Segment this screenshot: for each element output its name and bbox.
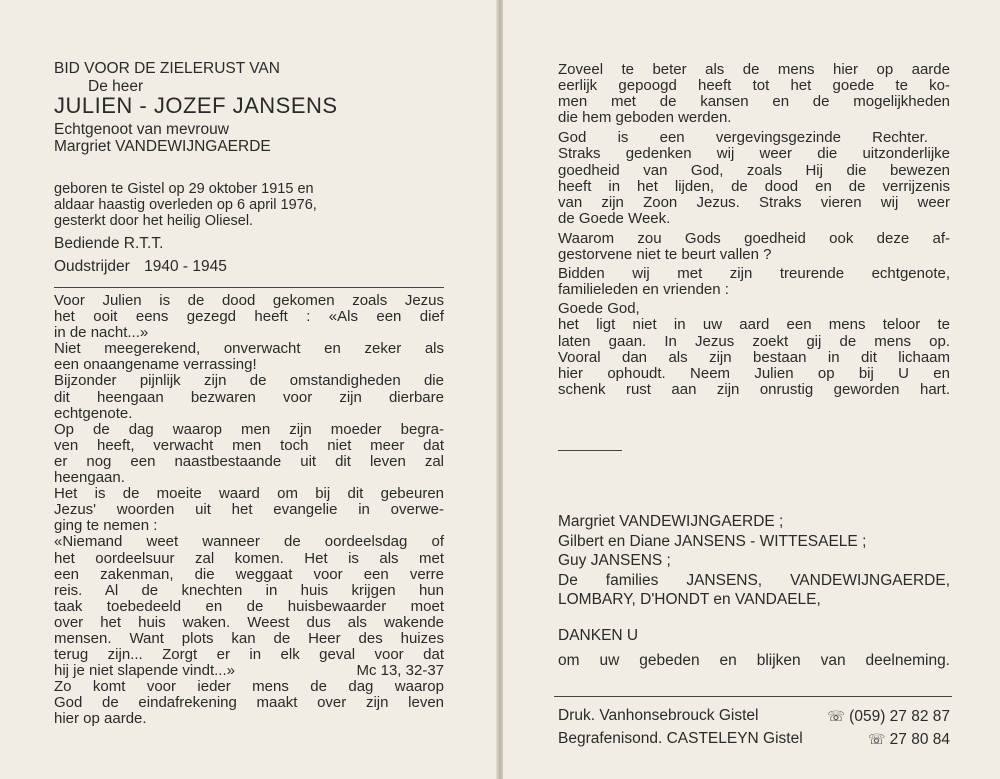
birth-death-line: aldaar haastig overleden op 6 april 1976, <box>54 197 317 213</box>
text-line: het oordeelsuur zal komen. Het is als met <box>54 549 444 567</box>
text-line: reis. Al de knechten in huis krijgen hun <box>54 581 444 599</box>
occupation: Bediende R.T.T. <box>54 235 164 252</box>
text-line: men met de kansen en de mogelijkheden <box>558 93 950 111</box>
text-line: «Niemand weet wanneer de oordeelsdag of <box>54 533 444 551</box>
veteran-years: 1940 - 1945 <box>144 257 227 275</box>
telephone-icon: ☏ <box>827 708 845 724</box>
text-line: een zakenman, die weggaat voor een verre <box>54 565 444 583</box>
text-line: van zijn Zoon Jezus. Straks vieren wij weer <box>558 193 950 211</box>
text-line: hier op aarde. <box>54 710 147 728</box>
text-line: ven heeft, verwacht men toch niet meer dat <box>54 436 444 454</box>
printer-name: Druk. Vanhonsebrouck Gistel <box>558 707 759 724</box>
deceased-name: JULIEN - JOZEF JANSENS <box>54 93 338 118</box>
text-line: laten gaan. In Jezus zoekt gij de mens op. <box>558 332 950 350</box>
text-line: Bijzonder pijnlijk zijn de omstandigheden die <box>54 372 444 390</box>
deceased-header <box>54 60 394 156</box>
family-line: Guy JANSENS ; <box>558 552 671 569</box>
veteran-label: Oudstrijder <box>54 257 130 275</box>
family-line: De families JANSENS, VANDEWIJNGAERDE, <box>558 571 950 589</box>
divider <box>54 287 444 288</box>
occupation-block <box>54 235 394 275</box>
spouse-name: Margriet VANDEWIJNGAERDE <box>54 138 271 155</box>
left-page <box>0 0 498 779</box>
text-line: ging te nemen : <box>54 517 158 535</box>
text-line: goedheid van God, zoals Hij die bewezen <box>558 161 950 179</box>
text-line: Vooral dan als zijn bestaan in dit lichaam <box>558 348 950 366</box>
right-page <box>502 0 1000 779</box>
text-line: God is een vergevingsgezinde Rechter. <box>558 129 928 147</box>
family-line: LOMBARY, D'HONDT en VANDAELE, <box>558 591 821 608</box>
text-line: Niet meegerekend, onverwacht en zeker als <box>54 340 444 358</box>
footer-divider <box>554 696 952 697</box>
short-divider <box>558 450 622 451</box>
text-line: heengaan. <box>54 469 125 487</box>
printer-phone: (059) 27 82 87 <box>849 708 950 725</box>
text-line: eerlijk gepoogd heeft tot het goede te ko- <box>558 77 950 95</box>
text-line: taak toebedeeld en de huisbewaarder moet <box>54 597 444 615</box>
thanks-block <box>558 626 950 670</box>
text-line: echtgenote. <box>54 404 133 422</box>
text-line: hij je niet slapende vindt...» <box>54 662 235 680</box>
text-line: het ligt niet in uw aard een mens teloor te <box>558 316 950 334</box>
text-line: over het huis waken. Weest dus als wakende <box>54 613 444 631</box>
text-line: terug zijn... Zorgt er in elk geval voor dat <box>54 646 444 664</box>
family-line: Gilbert en Diane JANSENS - WITTESAELE ; <box>558 532 867 550</box>
honorific: De heer <box>88 77 144 95</box>
text-line: het ooit eens gezegd heeft : «Als een dief <box>54 308 444 326</box>
text-line: Op de dag waarop men zijn moeder begra- <box>54 420 444 438</box>
text-line: familieleden en vrienden : <box>558 281 729 299</box>
text-line: een onaangename verrassing! <box>54 356 257 374</box>
text-line: de Goede Week. <box>558 209 671 227</box>
text-line: Bidden wij met zijn treurende echtgenote, <box>558 265 950 283</box>
birth-death-text <box>54 181 394 229</box>
left-body-text <box>54 293 444 728</box>
text-line: Waarom zou Gods goedheid ook deze af- <box>558 229 950 247</box>
right-body-text <box>558 62 950 398</box>
text-line: hier ophoudt. Neem Julien op bij U en <box>558 364 950 382</box>
family-line: Margriet VANDEWIJNGAERDE ; <box>558 513 784 530</box>
family-list <box>558 512 950 610</box>
text-line: God de eindafrekening maakt over zijn leven <box>54 694 444 712</box>
birth-death-line: geboren te Gistel op 29 oktober 1915 en <box>54 181 314 197</box>
undertaker-phone: 27 80 84 <box>889 731 950 748</box>
text-line: er nog een naastbestaande uit dit leven zal <box>54 452 444 470</box>
text-line: heeft in het lijden, de dood en de verrijzenis <box>558 177 950 195</box>
text-line: Voor Julien is de dood gekomen zoals Jezus <box>54 292 444 309</box>
text-line: schenk rust aan zijn onrustig geworden hart. <box>558 380 950 398</box>
birth-death-line: gesterkt door het heilig Oliesel. <box>54 213 254 229</box>
thanks-text: om uw gebeden en blijken van deelneming. <box>558 651 950 669</box>
spouse-intro: Echtgenoot van mevrouw <box>54 120 229 138</box>
telephone-icon: ☏ <box>867 731 886 747</box>
text-line: Het is de moeite waard om bij dit gebeuren <box>54 485 444 503</box>
text-line: dit heengaan bezwaren voor zijn dierbare <box>54 388 444 406</box>
text-line: Straks gedenken wij weer die uitzonderlijke <box>558 145 950 163</box>
scripture-citation: Mc 13, 32-37 <box>356 662 444 680</box>
undertaker-name: Begrafenisond. CASTELEYN Gistel <box>558 730 803 747</box>
text-line: Zoveel te beter als de mens hier op aarde <box>558 61 950 78</box>
text-line: Goede God, <box>558 300 640 318</box>
text-line: die hem geboden werden. <box>558 109 732 127</box>
prayer-heading: BID VOOR DE ZIELERUST VAN <box>54 60 280 77</box>
footer-credits <box>558 705 950 751</box>
text-line: gestorvene niet te beurt vallen ? <box>558 246 772 264</box>
text-line: Jezus' woorden uit het evangelie in overwe- <box>54 501 444 519</box>
text-line: in de nacht...» <box>54 324 149 342</box>
thanks-heading: DANKEN U <box>558 627 639 644</box>
text-line: mensen. Want plots kan de Heer des huizes <box>54 629 444 647</box>
text-line: Zo komt voor ieder mens de dag waarop <box>54 678 444 696</box>
